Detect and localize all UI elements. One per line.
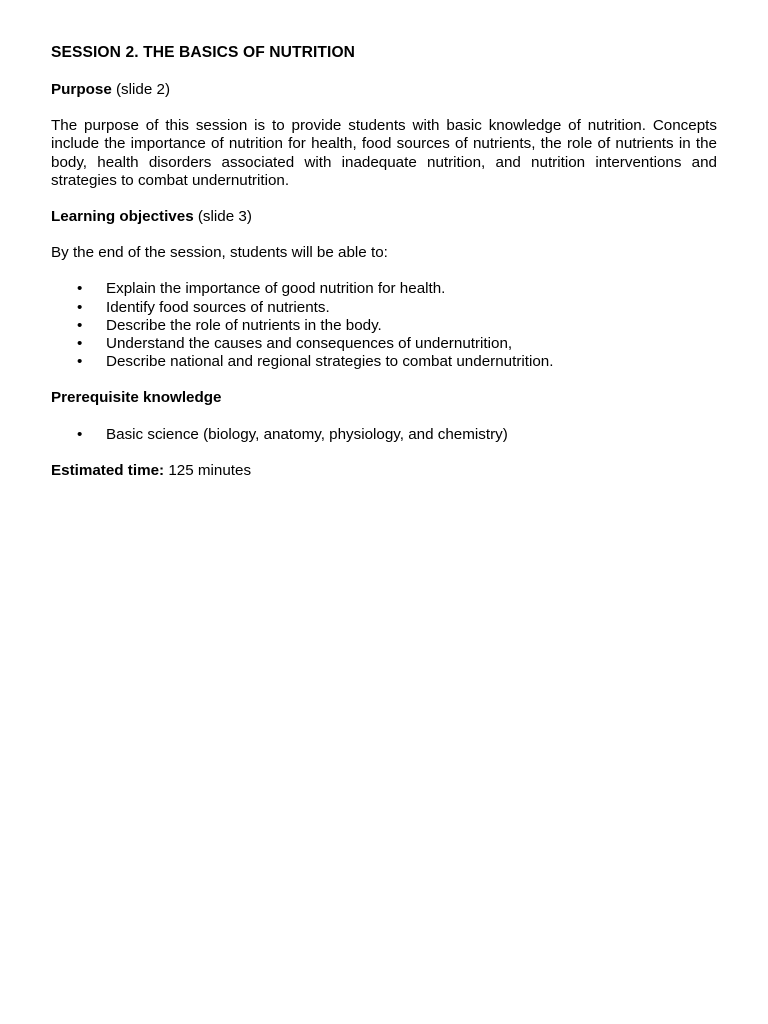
list-item [51,299,717,317]
estimated-time-value: 125 minutes [168,461,252,479]
objectives-slide-ref: (slide 3) [197,208,252,226]
objective-text: Describe national and regional strategies to combat undernutrition. [106,353,554,371]
list-item [51,335,717,353]
list-item [51,353,717,371]
prerequisite-list [51,426,717,444]
list-item [51,317,717,335]
bullet-icon: • [77,425,83,443]
list-item [51,426,717,444]
objectives-list [51,280,717,371]
list-item [51,280,717,298]
bullet-icon: • [77,316,83,334]
objective-text: Describe the role of nutrients in the body. [106,316,382,334]
objectives-heading [51,208,717,226]
purpose-paragraph: The purpose of this session is to provide students with basic knowledge of nutrition. Concepts include the importance of nutrition for health, food sources of nutrients, the role of nutrients in the body, health disorders associated with inadequate nutrition, and nutrition interventions and strategies to combat undernutrition. [51,117,717,189]
objective-text: Understand the causes and consequences of undernutrition, [106,335,513,353]
prerequisite-label: Prerequisite knowledge [51,389,222,407]
objectives-intro: By the end of the session, students will be able to: [51,244,388,262]
purpose-heading [51,81,717,99]
prerequisite-heading [51,389,717,407]
session-title: SESSION 2. THE BASICS OF NUTRITION [51,44,356,61]
document-page [51,43,717,480]
estimated-time-label: Estimated time: [51,461,165,479]
estimated-time [51,462,717,480]
prerequisite-text: Basic science (biology, anatomy, physiology, and chemistry) [106,425,508,443]
objective-text: Explain the importance of good nutrition for health. [106,280,446,298]
purpose-label: Purpose [51,81,112,98]
purpose-slide-ref: (slide 2) [116,81,171,98]
bullet-icon: • [77,280,83,298]
bullet-icon: • [77,298,83,316]
bullet-icon: • [77,353,83,371]
objective-text: Identify food sources of nutrients. [106,298,330,316]
bullet-icon: • [77,335,83,353]
objectives-label: Learning objectives [51,208,194,226]
